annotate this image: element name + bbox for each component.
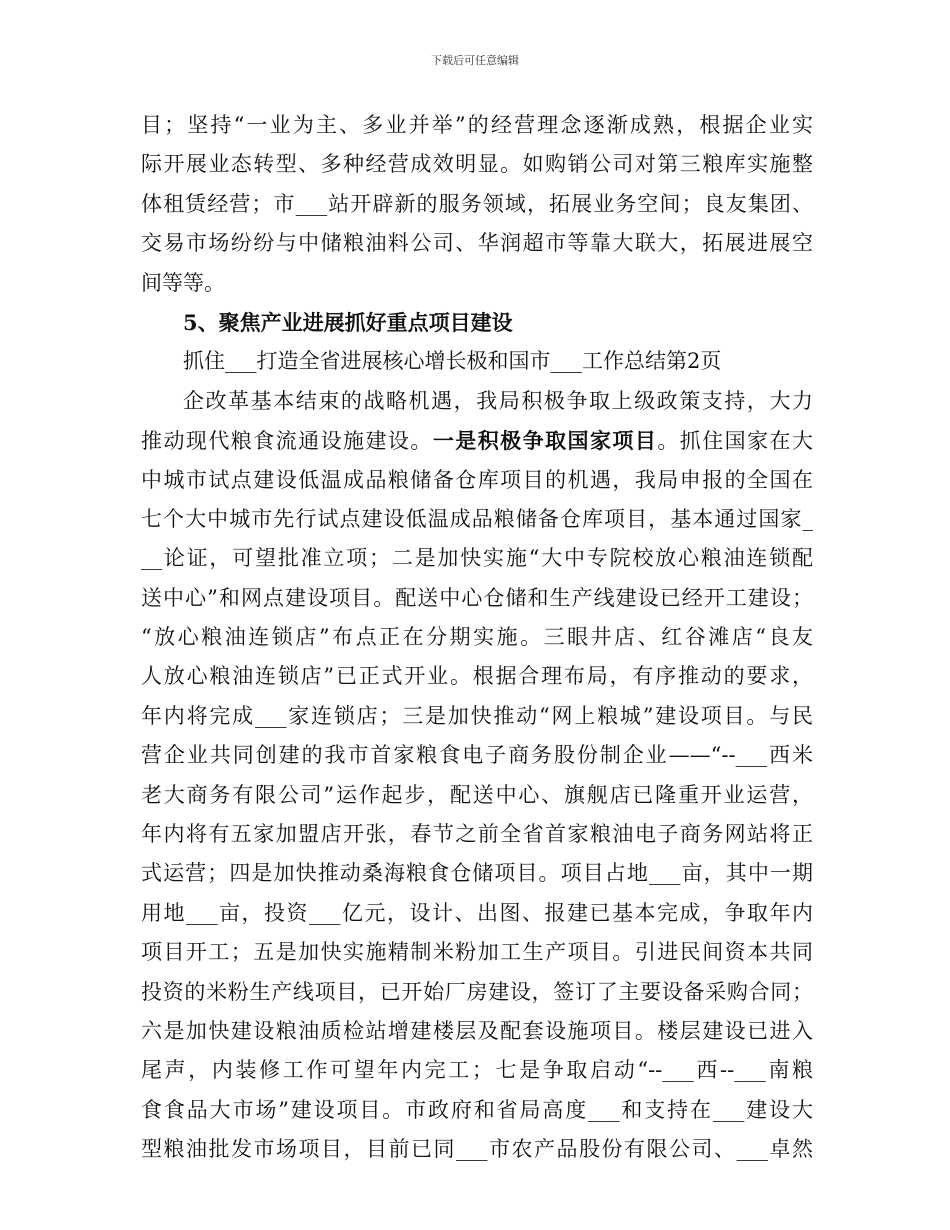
text-run: 。抓住国家在大	[657, 429, 813, 454]
section-heading: 5、聚焦产业进展抓好重点项目建设	[183, 309, 513, 335]
text-line: “放心粮油连锁店”布点正在分期实施。三眼井店、红谷滩店“良友	[141, 625, 813, 650]
text-line: 中城市试点建设低温成品粮储备仓库项目的机遇，我局申报的全国在	[141, 467, 813, 492]
text-line: 间等等。	[141, 270, 225, 295]
text-line: 体租赁经营；市___站开辟新的服务领域，拓展业务空间；良友集团、	[141, 191, 813, 216]
text-line: 抓住___打造全省进展核心增长极和国市___工作总结第2页	[183, 349, 722, 374]
text-line: 项目开工；五是加快实施精制米粉加工生产项目。引进民间资本共同	[141, 940, 813, 965]
text-line: 年内将有五家加盟店开张，春节之前全省首家粮油电子商务网站将正	[141, 822, 813, 847]
text-line	[141, 382, 813, 421]
text-line: 六是加快建设粮油质检站增建楼层及配套设施项目。楼层建设已进入	[141, 1018, 813, 1043]
text-line: 送中心”和网点建设项目。配送中心仓储和生产线建设已经开工建设；	[141, 585, 813, 610]
text-line: __论证，可望批准立项；二是加快实施“大中专院校放心粮油连锁配	[141, 546, 813, 571]
page-header: 下载后可任意编辑	[431, 54, 519, 67]
text-line: 七个大中城市先行试点建设低温成品粮储备仓库项目，基本通过国家_	[141, 506, 813, 531]
bold-phrase: 一是积极争取国家项目	[432, 428, 658, 454]
text-line: 人放心粮油连锁店”已正式开业。根据合理布局，有序推动的要求，	[141, 664, 813, 689]
text-line: 用地___亩，投资___亿元，设计、出图、报建已基本完成，争取年内	[141, 900, 813, 925]
text-line: 尾声，内装修工作可望年内完工；七是争取启动“--___西--___南粮	[141, 1058, 813, 1083]
text-run: 推动现代粮食流通设施建设。	[141, 429, 433, 454]
text-line: 型粮油批发市场项目，目前已同___市农产品股份有限公司、___卓然	[141, 1137, 813, 1162]
text-run: 企改革基本结束的战略机遇，我局积极争取上级政策支持，大力	[183, 388, 813, 413]
text-line: 老大商务有限公司”运作起步，配送中心、旗舰店已隆重开业运营，	[141, 782, 813, 807]
text-line: 投资的米粉生产线项目，已开始厂房建设，签订了主要设备采购合同；	[141, 979, 813, 1004]
document-body	[141, 106, 813, 1170]
text-line: 食食品大市场”建设项目。市政府和省局高度___和支持在___建设大	[141, 1097, 813, 1122]
text-line: 式运营；四是加快推动桑海粮食仓储项目。项目占地___亩，其中一期	[141, 861, 813, 886]
text-line: 营企业共同创建的我市首家粮食电子商务股份制企业——“--___西米	[141, 743, 813, 768]
text-line	[141, 421, 813, 460]
text-line: 交易市场纷纷与中储粮油料公司、华润超市等靠大联大，拓展进展空	[141, 231, 813, 256]
text-line: 目；坚持“一业为主、多业并举”的经营理念逐渐成熟，根据企业实	[141, 113, 813, 137]
text-line: 年内将完成___家连锁店；三是加快推动“网上粮城”建设项目。与民	[141, 703, 813, 728]
text-line: 际开展业态转型、多种经营成效明显。如购销公司对第三粮库实施整	[141, 152, 813, 177]
